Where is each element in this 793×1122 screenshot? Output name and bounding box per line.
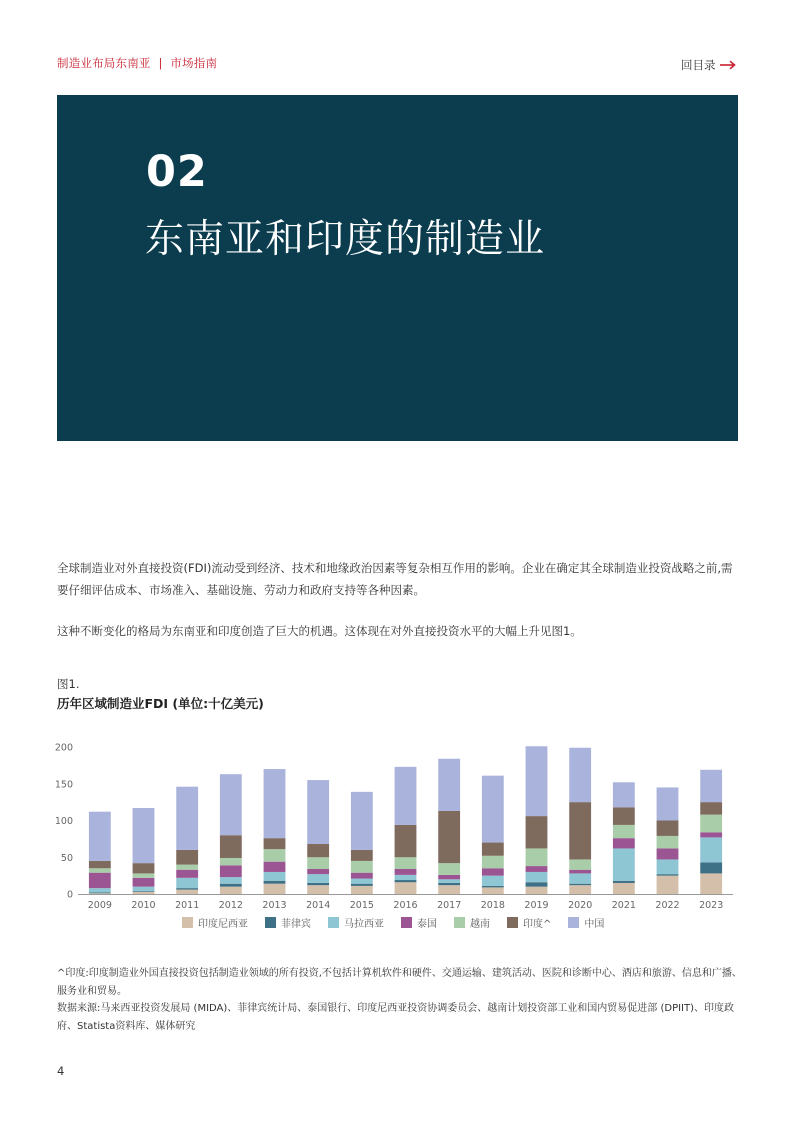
- bar-segment: [351, 792, 373, 850]
- bar-segment: [176, 890, 198, 894]
- bar-segment: [657, 848, 679, 859]
- bar-segment: [613, 807, 635, 825]
- bar-segment: [657, 874, 679, 875]
- bar-segment: [700, 873, 722, 894]
- bar-segment: [264, 881, 286, 884]
- bar-segment: [220, 835, 242, 858]
- bar-segment: [569, 873, 591, 883]
- bar-segment: [89, 861, 111, 868]
- bar-segment: [526, 746, 548, 816]
- legend-label: 泰国: [417, 919, 437, 930]
- x-tick-label: 2013: [262, 900, 287, 911]
- chapter-title: 东南亚和印度的制造业: [145, 217, 546, 262]
- bar-segment: [89, 868, 111, 872]
- bar-segment: [526, 816, 548, 848]
- bar-segment: [395, 882, 417, 894]
- bar-segment: [657, 876, 679, 894]
- legend-label: 印度尼西亚: [198, 919, 248, 930]
- legend-label: 马拉西亚: [344, 919, 384, 930]
- bar-segment: [176, 870, 198, 878]
- bar-segment: [220, 877, 242, 884]
- bar-segment: [307, 857, 329, 869]
- y-tick-label: 100: [54, 816, 73, 827]
- x-tick-label: 2023: [699, 900, 724, 911]
- bar-segment: [307, 844, 329, 857]
- header-separator: |: [158, 56, 163, 70]
- bar-segment: [351, 850, 373, 861]
- bar-segment: [482, 887, 504, 894]
- bar-segment: [438, 875, 460, 879]
- bar-segment: [482, 776, 504, 843]
- bar-segment: [307, 883, 329, 885]
- bar-segment: [482, 856, 504, 868]
- x-tick-label: 2012: [218, 900, 243, 911]
- bar-segment: [657, 859, 679, 874]
- bar-segment: [351, 886, 373, 894]
- bar-segment: [395, 857, 417, 869]
- bar-segment: [89, 873, 111, 888]
- bar-segment: [89, 812, 111, 861]
- x-tick-label: 2015: [349, 900, 374, 911]
- legend-label: 越南: [470, 919, 490, 930]
- bar-segment: [613, 825, 635, 838]
- bar-segment: [176, 850, 198, 865]
- bar-segment: [700, 815, 722, 833]
- page-number: 4: [57, 1064, 65, 1078]
- bar-segment: [133, 873, 155, 877]
- bar-segment: [438, 759, 460, 811]
- legend-item: [328, 915, 384, 930]
- legend-label: 菲律宾: [281, 919, 311, 930]
- bar-segment: [569, 748, 591, 802]
- bar-segment: [395, 875, 417, 880]
- bar-segment: [395, 880, 417, 882]
- bar-segment: [482, 886, 504, 887]
- bar-segment: [526, 866, 548, 872]
- bar-segment: [569, 802, 591, 859]
- bar-segment: [613, 782, 635, 807]
- legend-swatch: [507, 917, 518, 928]
- bar-segment: [438, 863, 460, 875]
- back-link-label: 回目录: [681, 58, 716, 72]
- figure-label: 图1.: [57, 677, 80, 691]
- legend-label: 中国: [584, 919, 605, 930]
- chapter-hero-banner: [57, 95, 738, 441]
- x-tick-label: 2011: [175, 900, 200, 911]
- bar-segment: [89, 893, 111, 894]
- bar-segment: [264, 838, 286, 849]
- bar-segment: [133, 878, 155, 887]
- legend-item: [265, 915, 311, 930]
- bar-segment: [569, 859, 591, 869]
- bar-segment: [176, 888, 198, 889]
- chart-legend: [182, 915, 604, 930]
- bar-segment: [133, 892, 155, 894]
- fdi-stacked-bar-chart: [50, 733, 740, 913]
- legend-swatch: [454, 917, 465, 928]
- bar-segment: [307, 874, 329, 883]
- y-tick-label: 150: [54, 779, 73, 791]
- x-tick-label: 2021: [611, 900, 636, 911]
- bar-segment: [613, 838, 635, 848]
- bar-segment: [220, 865, 242, 877]
- x-tick-label: 2017: [437, 900, 462, 911]
- bar-segment: [264, 862, 286, 872]
- bar-segment: [220, 774, 242, 835]
- legend-item: [182, 915, 248, 930]
- bar-segment: [264, 872, 286, 881]
- legend-item: [507, 915, 551, 930]
- figure-title: 历年区域制造业FDI (单位:十亿美元): [57, 696, 264, 711]
- bar-segment: [395, 767, 417, 825]
- bar-segment: [613, 881, 635, 883]
- bar-segment: [264, 769, 286, 838]
- bar-segment: [569, 885, 591, 894]
- bar-segment: [89, 893, 111, 894]
- bar-segment: [220, 884, 242, 887]
- bar-segment: [569, 870, 591, 874]
- legend-swatch: [568, 917, 579, 928]
- bar-segment: [482, 876, 504, 886]
- x-tick-label: 2019: [524, 900, 549, 911]
- bar-segment: [482, 868, 504, 875]
- legend-label: 印度^: [523, 919, 552, 930]
- arrow-right-icon: [720, 60, 736, 70]
- bar-segment: [700, 770, 722, 802]
- legend-swatch: [401, 917, 412, 928]
- bar-segment: [657, 836, 679, 848]
- bar-segment: [526, 882, 548, 886]
- header-brand: 制造业布局东南亚: [57, 56, 151, 70]
- x-tick-label: 2016: [393, 900, 418, 911]
- bar-segment: [438, 883, 460, 885]
- chapter-number: 02: [146, 147, 208, 197]
- y-tick-label: 50: [60, 852, 73, 864]
- bar-segment: [176, 865, 198, 870]
- bar-segment: [613, 848, 635, 880]
- bar-segment: [700, 832, 722, 837]
- chart-source: 数据来源:马来西亚投资发展局 (MIDA)、菲律宾统计局、泰国银行、印度尼西亚投资协调委员会、越南计划投资部工业和国内贸易促进部 (DPIIT)、印度政府、Statista资料库、媒体研究: [57, 1003, 735, 1032]
- bar-segment: [133, 891, 155, 892]
- legend-item: [454, 915, 490, 930]
- bar-segment: [657, 821, 679, 836]
- bar-segment: [351, 884, 373, 886]
- bar-segment: [351, 873, 373, 879]
- bar-segment: [220, 887, 242, 894]
- bar-segment: [176, 787, 198, 850]
- bar-segment: [264, 849, 286, 861]
- bar-segment: [395, 869, 417, 875]
- bar-segment: [307, 780, 329, 844]
- bar-segment: [395, 825, 417, 857]
- bar-segment: [307, 869, 329, 874]
- bar-segment: [133, 808, 155, 863]
- bar-segment: [307, 885, 329, 894]
- header-section: 市场指南: [170, 56, 218, 70]
- legend-swatch: [182, 917, 193, 928]
- legend-item: [568, 915, 604, 930]
- bar-segment: [569, 884, 591, 885]
- bar-segment: [700, 802, 722, 814]
- bar-segment: [700, 837, 722, 862]
- legend-item: [401, 915, 437, 930]
- bar-segment: [526, 848, 548, 866]
- back-to-contents-link[interactable]: [681, 57, 736, 73]
- bar-segment: [657, 787, 679, 820]
- bar-segment: [220, 858, 242, 865]
- bar-segment: [700, 862, 722, 873]
- x-tick-label: 2022: [655, 900, 680, 911]
- x-tick-label: 2009: [87, 900, 112, 911]
- body-paragraph-2: 这种不断变化的格局为东南亚和印度创造了巨大的机遇。这体现在对外直接投资水平的大幅上升见图1。: [57, 624, 582, 638]
- bar-segment: [482, 843, 504, 856]
- legend-swatch: [265, 917, 276, 928]
- bar-segment: [133, 863, 155, 873]
- y-tick-label: 200: [54, 742, 73, 754]
- body-paragraph-1: 全球制造业对外直接投资(FDI)流动受到经济、技术和地缘政治因素等复杂相互作用的影响。企业在确定其全球制造业投资战略之前,需要仔细评估成本、市场准入、基础设施、劳动力和政府支持等各种因素。: [57, 561, 733, 597]
- x-tick-label: 2010: [131, 900, 156, 911]
- bar-segment: [351, 879, 373, 884]
- x-tick-label: 2020: [568, 900, 593, 911]
- chart-footnote: ^印度:印度制造业外国直接投资包括制造业领域的所有投资,不包括计算机软件和硬件、交通运输、建筑活动、医院和诊断中心、酒店和旅游、信息和广播、服务业和贸易。: [57, 968, 742, 997]
- bar-segment: [613, 883, 635, 894]
- bar-segment: [264, 884, 286, 894]
- bar-segment: [176, 878, 198, 888]
- bar-segment: [133, 887, 155, 891]
- bar-segment: [89, 888, 111, 892]
- bar-segment: [438, 811, 460, 863]
- bar-segment: [438, 885, 460, 894]
- legend-swatch: [328, 917, 339, 928]
- y-tick-label: 0: [66, 889, 73, 901]
- bar-segment: [526, 887, 548, 894]
- x-tick-label: 2014: [306, 900, 331, 911]
- x-tick-label: 2018: [480, 900, 505, 911]
- bar-segment: [438, 879, 460, 883]
- bar-segment: [526, 872, 548, 882]
- running-header: [57, 55, 217, 71]
- bar-segment: [351, 861, 373, 873]
